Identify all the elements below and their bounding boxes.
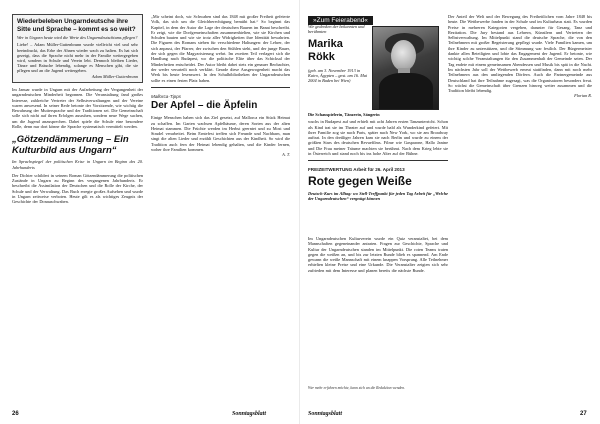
article-headline: Der Apfel – die Äpfelin: [151, 100, 258, 112]
article-signature: Florian R.: [574, 93, 592, 99]
masthead: Sonntagsblatt: [232, 411, 267, 417]
article-headline: Rote gegen Weiße: [308, 173, 412, 188]
column-divider: [151, 87, 290, 88]
article-intro: Im Sprachspiegel der politischen Krise in Ungarn im Beginn des 20. Jahrhunderts: [12, 159, 143, 170]
section-ribbon: »Zum Feierabend«: [308, 16, 373, 25]
portrait-bio: (geb. am 3. November 1913 in Kairo, Ägypten – gest. am 16. Mai 2004 in Baden bei Wien): [308, 67, 368, 84]
portrait-photo: [372, 26, 439, 110]
portrait-article: [308, 112, 448, 232]
article-text: Einige Menschen haben sich das Ziel gesetzt, auf Mallorca ein Stück Heimat zu schaffen. Im Garten wachsen Apfelbäume, deren Sorten aus der alten Heimat stammen. Die Früchte werden im Herbst geerntet und zu Most und Strudel verarbeitet. Beim Erntefest treffen sich Freunde und Nachbarn, man singt die alten Lieder und erzählt Geschichten aus der Kindheit. So wird die Tradition auch fern der Heimat lebendig gehalten, und die Kinder lernen, woher ihre Familien kommen.: [151, 115, 290, 153]
page-number: 27: [580, 411, 587, 417]
article-text: „Mir scheint doch, wir Schwaben sind das 1848 mit großer Freiheit gefeierte Volk, das sich um die Gleichberechtigung bemüht hat.“ So beginnt das Kapitel, in dem der Autor die Lage der deutschen Bauern im Banat beschreibt. Er zeigt, wie die Dorfgemeinschaften zusammenhielten, wie sie Kirchen und Schulen bauten und wie sie trotz aller Widrigkeiten ihre Identität bewahrten. Die Figuren des Romans stehen für verschiedene Haltungen: der Lehrer, der sich anpasst, der Pfarrer, der zwischen den Stühlen steht, und der junge Bauer, der sich gegen die Magyarisierung wehrt. Im zweiten Teil verlagert sich die Handlung nach Budapest, wo die politische Elite über das Schicksal der Minderheiten entscheidet. Der Autor bleibt dabei stets ein genauer Beobachter, der weder verurteilt noch verklärt. Gerade diese Ausgewogenheit macht das Werk bis heute lesenswert. In den Schulbibliotheken der Ungarndeutschen sollte es einen festen Platz haben.: [151, 14, 290, 83]
question-box: [12, 14, 143, 83]
masthead: Sonntagsblatt: [308, 411, 343, 417]
page-number: 26: [12, 411, 19, 417]
article-text: Der Anteil der Welt und der Bewegung des Freiheitlichen vom Jahre 1848 bis heute. Die Wettbewerbe fanden in der Schule und im Kulturhaus statt. Es wurden Preise in mehreren Kategorien vergeben, darunter für Gesang, Tanz und Rezitation. Die Jury bestand aus Lehrern, Künstlern und Vertretern der Selbstverwaltung. Im Mittelpunkt stand die deutsche Sprache, die von den Teilnehmern mit großer Begeisterung gepflegt wurde. Viele Familien kamen, um ihre Kinder zu unterstützen, und die Stimmung war festlich. Der Bürgermeister dankte allen Beteiligten und lobte das Engagement der Jugend. Er betonte, wie wichtig solche Veranstaltungen für den Zusammenhalt der Gemeinde seien. Der Tag endete mit einem gemeinsamen Abendessen und Musik bis spät in die Nacht. Im nächsten Jahr soll der Wettbewerb erneut stattfinden, dann mit noch mehr Teilnehmern aus den umliegenden Dörfern. Auch die Partnergemeinde aus Deutschland hat ihre Teilnahme zugesagt, was die Organisatoren besonders freut. So wächst die Gemeinschaft über Grenzen hinweg weiter zusammen und die Tradition bleibt lebendig.: [448, 14, 592, 94]
portrait-face: [391, 40, 416, 71]
portrait-caption: Wir gedenken der bekannten und berühmten: [308, 24, 365, 35]
portrait-name: Marika Rökk: [308, 37, 343, 63]
article-intro: Deutsch-Kurs im Alltag: wo Stell-Treffpunkt für jeden Tag Arbeit für „Welche der Ungarndeutschen“ vergnügt können: [308, 190, 448, 202]
article-text: Der Dichter schildert in seinem Roman Götzendämmerung die politischen Zustände in Ungarn zu Beginn des vergangenen Jahrhunderts. Er beschreibt die Assimilation der Deutschen und die Rolle der Kirche, der Schule und der Verwaltung. Das Buch erregte großes Aufsehen und wurde in Ungarn zeitweise verboten. Heute gilt es als wichtiges Zeugnis der Geschichte der Donauschwaben.: [12, 172, 143, 205]
portrait-body: [379, 73, 433, 109]
question-signature: Adam Müller-Guttenbrunn: [91, 73, 138, 79]
article-note: Wer mehr erfahren möchte, kann sich an die Redaktion wenden.: [308, 386, 406, 390]
left-column-1: [12, 14, 143, 400]
pull-quote-headline: „Götzendämmerung – Ein Kulturbild aus Ungarn“: [12, 134, 129, 157]
article-text: Im Ungarndeutschen Kulturverein wurde ein Quiz veranstaltet, bei dem Mannschaften gegeneinander antraten. Fragen zur Geschichte, Sprache und Kultur der Ungarndeutschen standen im Mittelpunkt. Die roten Teams traten gegen die weißen an, und bis zur letzten Runde blieb es spannend. Am Ende gewann die weiße Mannschaft mit einem knappen Vorsprung. Alle Teilnehmer erhielten kleine Preise und eine Urkunde. Die Veranstalter zeigten sich sehr zufrieden mit dem Interesse und planen bereits die nächste Runde.: [308, 236, 448, 273]
portrait-heading: Die Schauspielerin, Tänzerin, Sängerin: [308, 112, 380, 117]
question-headline: Wiederbeleben Ungarndeutsche ihre Sitte und Sprache – kommt es so weit?: [17, 18, 136, 33]
question-subtitle: Wer in Ungarn heute wird die Werte des Ungarndeutschtums pflegen?: [17, 35, 138, 41]
article-text: wuchs in Budapest auf und erhielt mit acht Jahren ersten Tanzunterricht. Schon als Kind trat sie im Theater auf und wurde bald als Wunderkind gefeiert. Mit ihrer Familie zog sie nach Paris, später nach New York, wo sie am Broadway auftrat. In den dreißiger Jahren kam sie nach Berlin und wurde zu einem der größten Stars des deutschen Revuefilms. Filme wie Gasparone, Hallo Janine und Die Frau meiner Träume machten sie berühmt. Nach dem Krieg lebte sie in Österreich und stand noch bis ins hohe Alter auf der Bühne.: [308, 119, 448, 157]
article-kicker: FREIZEITWERTUNG Arbeit für 26. April 2013: [308, 167, 405, 173]
right-page: [300, 0, 600, 424]
portrait-text: [308, 24, 370, 104]
article-kicker: Mallorca-Tipps: [151, 93, 182, 99]
article-signature: A. T.: [282, 152, 290, 158]
question-answer: Liebe! – Adam Müller-Guttenbrunn wurde vielleicht viel und sehr beeindruckt, das Erbe der Ahnen wieder wach zu halten. Es hat sich gezeigt, dass die Sprache nicht mehr in der Familie weitergegeben wird, sondern in Schule und Verein lebt. Dennoch bleiben Lieder, Tänze und Bräuche lebendig, solange es Menschen gibt, die sie pflegen und an die Jugend weitergeben.: [17, 42, 138, 74]
right-column-2: [448, 14, 592, 400]
left-column-2: [151, 14, 290, 400]
article-text: Im Januar wurde in Ungarn mit der Aufarbeitung der Vergangenheit der ungarndeutschen Minderheit begonnen. Die Veranstaltung fand großes Interesse, zahlreiche Vertreter der Selbstverwaltungen und der Vereine waren anwesend. In seiner Rede betonte der Vorsitzende, wie wichtig die Bewahrung der Muttersprache und der Traditionen sei. Die Gemeinschaft solle sich nicht auf ihren Erfolgen ausruhen, sondern neue Wege suchen, um die Jugend anzusprechen. Dabei spiele die Schule eine besondere Rolle, denn nur dort könne die Sprache systematisch vermittelt werden.: [12, 86, 143, 129]
section-divider: [308, 160, 448, 161]
